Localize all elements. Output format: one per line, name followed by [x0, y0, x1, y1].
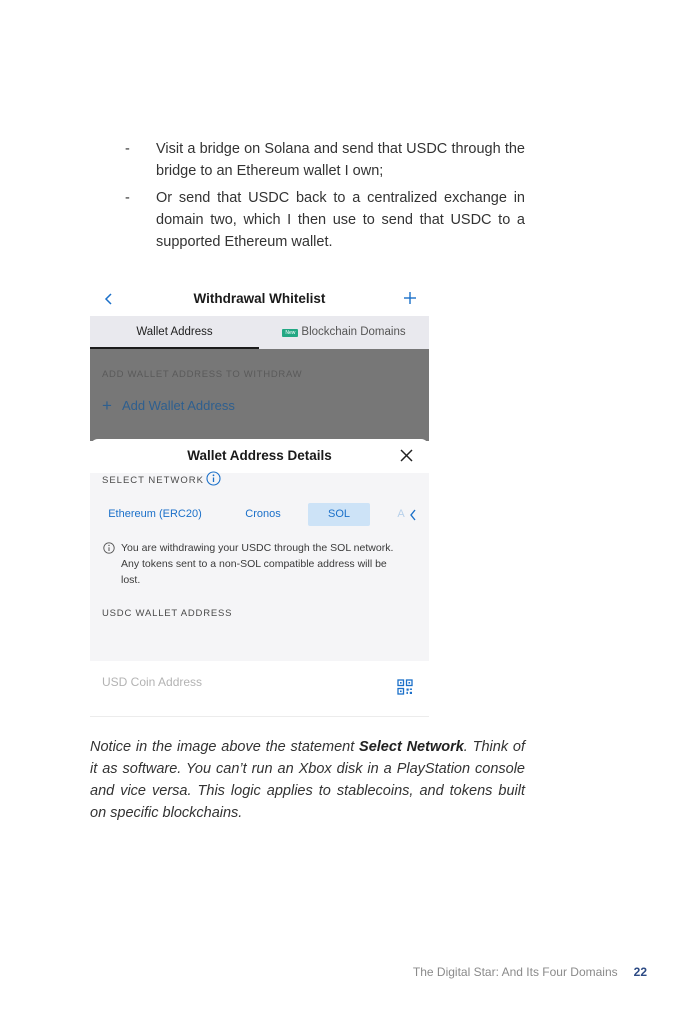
page-footer	[413, 965, 647, 979]
plus-icon: +	[102, 396, 112, 415]
section-label: ADD WALLET ADDRESS TO WITHDRAW	[102, 369, 303, 380]
bullet-item	[125, 138, 525, 182]
network-option-sol[interactable]: SOL	[308, 503, 370, 526]
network-option-ethereum[interactable]: Ethereum (ERC20)	[108, 508, 202, 520]
address-input[interactable]: USD Coin Address	[102, 675, 203, 689]
tab-wallet-address[interactable]: Wallet Address	[90, 316, 259, 349]
book-title: The Digital Star: And Its Four Domains	[412, 965, 618, 979]
page-number: 22	[633, 965, 647, 979]
chevron-left-icon[interactable]	[409, 509, 417, 521]
caption-text: . Think of it as software. You can’t run an Xbox disk in a PlayStation console and vice versa. This logic applies to stablecoins, and tokens built on specific blockchains.	[90, 739, 525, 821]
caption-text: Notice in the image above the statement	[90, 739, 360, 755]
bullet-list	[125, 138, 525, 258]
info-icon	[103, 542, 115, 554]
wallet-address-details-sheet	[90, 439, 429, 717]
close-icon[interactable]	[400, 449, 413, 462]
new-badge: New	[282, 329, 298, 337]
add-wallet-label: Add Wallet Address	[121, 398, 235, 413]
dimmed-background	[90, 349, 429, 441]
tab-bar	[90, 316, 429, 349]
add-wallet-address-link	[102, 396, 235, 416]
embedded-app-screenshot	[90, 285, 429, 717]
network-option-cronos[interactable]: Cronos	[245, 508, 281, 520]
bullet-text: Or send that USDC back to a centralized exchange in domain two, which I then use to send that USDC to a supported Ethereum wallet.	[156, 190, 525, 250]
network-warning-text: You are withdrawing your USDC through the SOL network. Any tokens sent to a non-SOL compatible address will be lost.	[121, 542, 394, 586]
plus-icon[interactable]	[403, 291, 417, 305]
select-network-label: SELECT NETWORK	[102, 475, 204, 486]
qr-code-icon[interactable]	[397, 679, 413, 695]
caption-paragraph	[90, 736, 525, 824]
info-icon[interactable]	[206, 471, 221, 486]
usdc-wallet-address-label: USDC WALLET ADDRESS	[102, 608, 233, 619]
nav-bar	[90, 285, 429, 316]
bullet-item	[125, 187, 525, 253]
bullet-text: Visit a bridge on Solana and send that USDC through the bridge to an Ethereum wallet I own;	[156, 141, 525, 179]
bullet-dash: -	[125, 190, 130, 206]
bullet-dash: -	[125, 141, 130, 157]
caption-emphasis: Select Network	[359, 739, 464, 755]
tab-label: Blockchain Domains	[301, 326, 406, 338]
page-title: Withdrawal Whitelist	[193, 291, 326, 306]
sheet-title: Wallet Address Details	[187, 448, 332, 463]
network-option-more[interactable]: A	[397, 508, 405, 520]
tab-blockchain-domains[interactable]	[259, 316, 429, 349]
divider	[90, 716, 429, 717]
